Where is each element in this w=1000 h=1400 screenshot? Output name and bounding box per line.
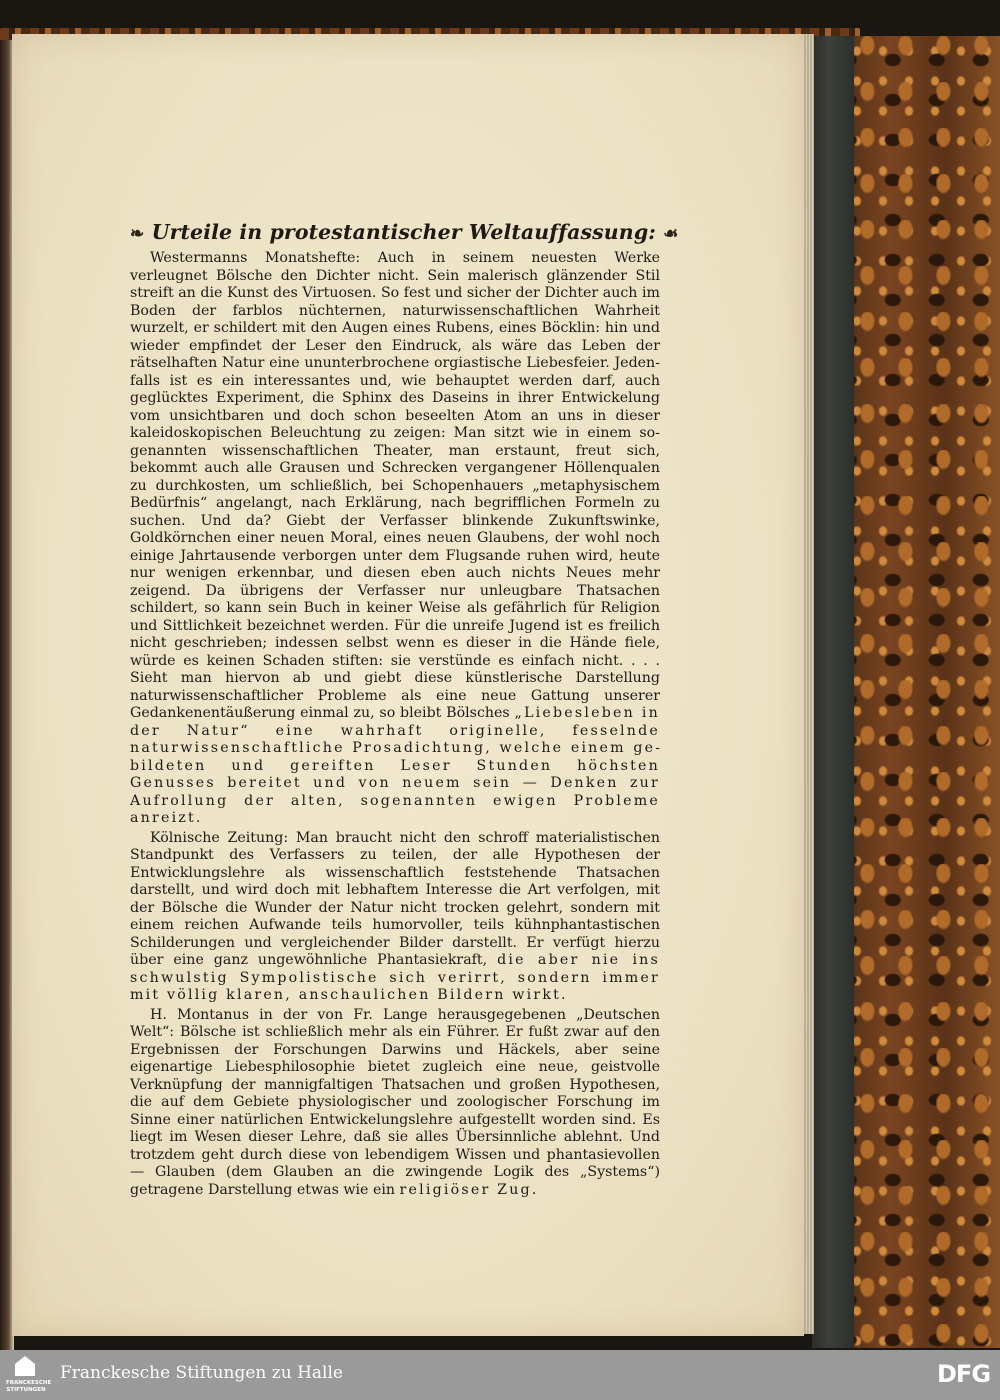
- review-koelnische: [130, 830, 660, 1005]
- review-text: H. Montanus in der von Fr. Lange herausgegebenen „Deutschen Welt“: Bölsche ist schließlich mehr als ein Führer. Er fußt zwar auf den Ergebnissen der Forschungen Darwins und Häckels, aber seine eigenartige Liebesphilosophie bietet zugleich eine neue, geistvolle Verknüpfung der mannigfaltigen Thatsachen und großen Hypothesen, die auf dem Gebiete physiologischer und zoologischer Forschung im Sinne einer natürlichen Entwickelungslehre aufgestellt worden sind. Es liegt im Wesen dieser Lehre, daß sie alles Übersinnliche ablehnt. Und trotzdem geht durch diese von lebendigem Wissen und phantasievollen — Glauben (dem Glauben an die zwingende Logik des „Systems“) getragene Darstellung etwas wie ein: [130, 1006, 660, 1198]
- institution-name[interactable]: Franckesche Stiftungen zu Halle: [60, 1363, 343, 1383]
- book-page: [12, 34, 804, 1336]
- page-content: [130, 220, 679, 1201]
- ornament-left-icon: ❧: [130, 224, 145, 244]
- viewer-footer: [0, 1350, 1000, 1400]
- building-icon: [15, 1356, 35, 1376]
- logo-text-line: STIFTUNGEN: [6, 1386, 46, 1393]
- logo-text: [6, 1380, 52, 1393]
- book-spine-strip: [812, 36, 854, 1348]
- dfg-logo[interactable]: DFG: [937, 1360, 991, 1388]
- review-text: Kölnische Zeitung: Man braucht nicht den schroff materialistischen Standpunkt des Verfassers zu teilen, der alle Hypothesen der Entwicklungslehre als wissenschaftlich feststehende Thatsachen darstellt, und wird doch mit lebhaftem Interesse die Art verfolgen, mit der Bölsche die Wunder der Natur nicht trocken gelehrt, sondern mit einem reichen Aufwande teils humorvoller, teils kühnphantastischen Schilderungen und vergleichender Bilder darstellt. Er verfügt hierzu über eine ganz ungewöhnliche Phantasiekraft,: [130, 829, 660, 968]
- review-spaced-text: religiöser Zug.: [399, 1181, 539, 1198]
- ornament-right-icon: ☙: [663, 224, 679, 244]
- heading-text: Urteile in protestantischer Weltauffassung:: [151, 220, 656, 244]
- page-heading: [130, 220, 679, 244]
- review-text: Westermanns Monatshefte: Auch in seinem neuesten Werke verleugnet Bölsche den Dichter nicht. Sein malerisch glänzender Stil streift an die Kunst des Virtuosen. So fest und sicher der Dichter auch im Boden der farblos nüchternen, naturwissenschaftlichen Wahrheit wurzelt, er schildert mit den Augen eines Rubens, eines Böcklin: hin und wieder empfindet der Leser den Eindruck, als wäre das Leben der rätselhaften Natur eine ununterbrochene orgiastische Liebesfeier. Jedenfalls ist es ein interessantes und, wie behauptet werden darf, auch geglücktes Experiment, die Sphinx des Daseins in ihrer Entwickelung vom unsichtbaren und doch schon beseelten Atom an uns in dieser kaleidoskopischen Beleuchtung zu zeigen: Man sitzt wie in einem sogenannten wissenschaftlichen Theater, man erstaunt, freut sich, bekommt auch alle Grausen und Schrecken vergangener Höllenqualen zu durchkosten, um schließlich, bei Schopenhauers „metaphysischem Bedürfnis“ angelangt, nach Erklärung, nach begrifflichen Formeln zu suchen. Und da? Giebt der Verfasser blinkende Zukunftswinke, Goldkörnchen einer neuen Moral, eines neuen Glaubens, der wohl noch einige Jahrtausende verborgen unter dem Flugsande ruhen wird, heute nur wenigen erkennbar, und diesen eben auch nichts Neues mehr zeigend. Da übrigens der Verfasser nur unleugbare Thatsachen schildert, so kann sein Buch in keiner Weise als gefährlich für Religion und Sittlichkeit bezeichnet werden. Für die unreife Jugend ist es freilich nicht geschrieben; indessen selbst wenn es dieser in die Hände fiele, würde es keinen Schaden stiften: sie verstünde es einfach nicht. . . . Sieht man hiervon ab und giebt diese künstlerische Darstellung naturwissenschaftlicher Probleme als eine neue Gattung unserer Gedankenentäußerung einmal zu, so bleibt Bölsches: [130, 250, 660, 721]
- review-westermanns: [130, 250, 660, 828]
- review-spaced-text: die aber nie ins schwulstig Sympolistische sich verirrt, sondern immer mit völlig klaren, anschaulichen Bildern wirkt.: [130, 952, 661, 1003]
- logo-text-line: FRANCKESCHE: [6, 1380, 52, 1386]
- review-montanus: [130, 1007, 660, 1200]
- franckesche-logo[interactable]: [6, 1354, 52, 1396]
- review-spaced-text: „Liebesleben in der Natur“ eine wahrhaft originelle, fesselnde naturwissenschaftliche Prosadichtung, welche einem gebildeten und gereiften Leser Stunden höchsten Genusses bereitet und von neuem sein — Denken zur Aufrollung der alten, sogenannten ewigen Probleme anreizt.: [130, 705, 660, 826]
